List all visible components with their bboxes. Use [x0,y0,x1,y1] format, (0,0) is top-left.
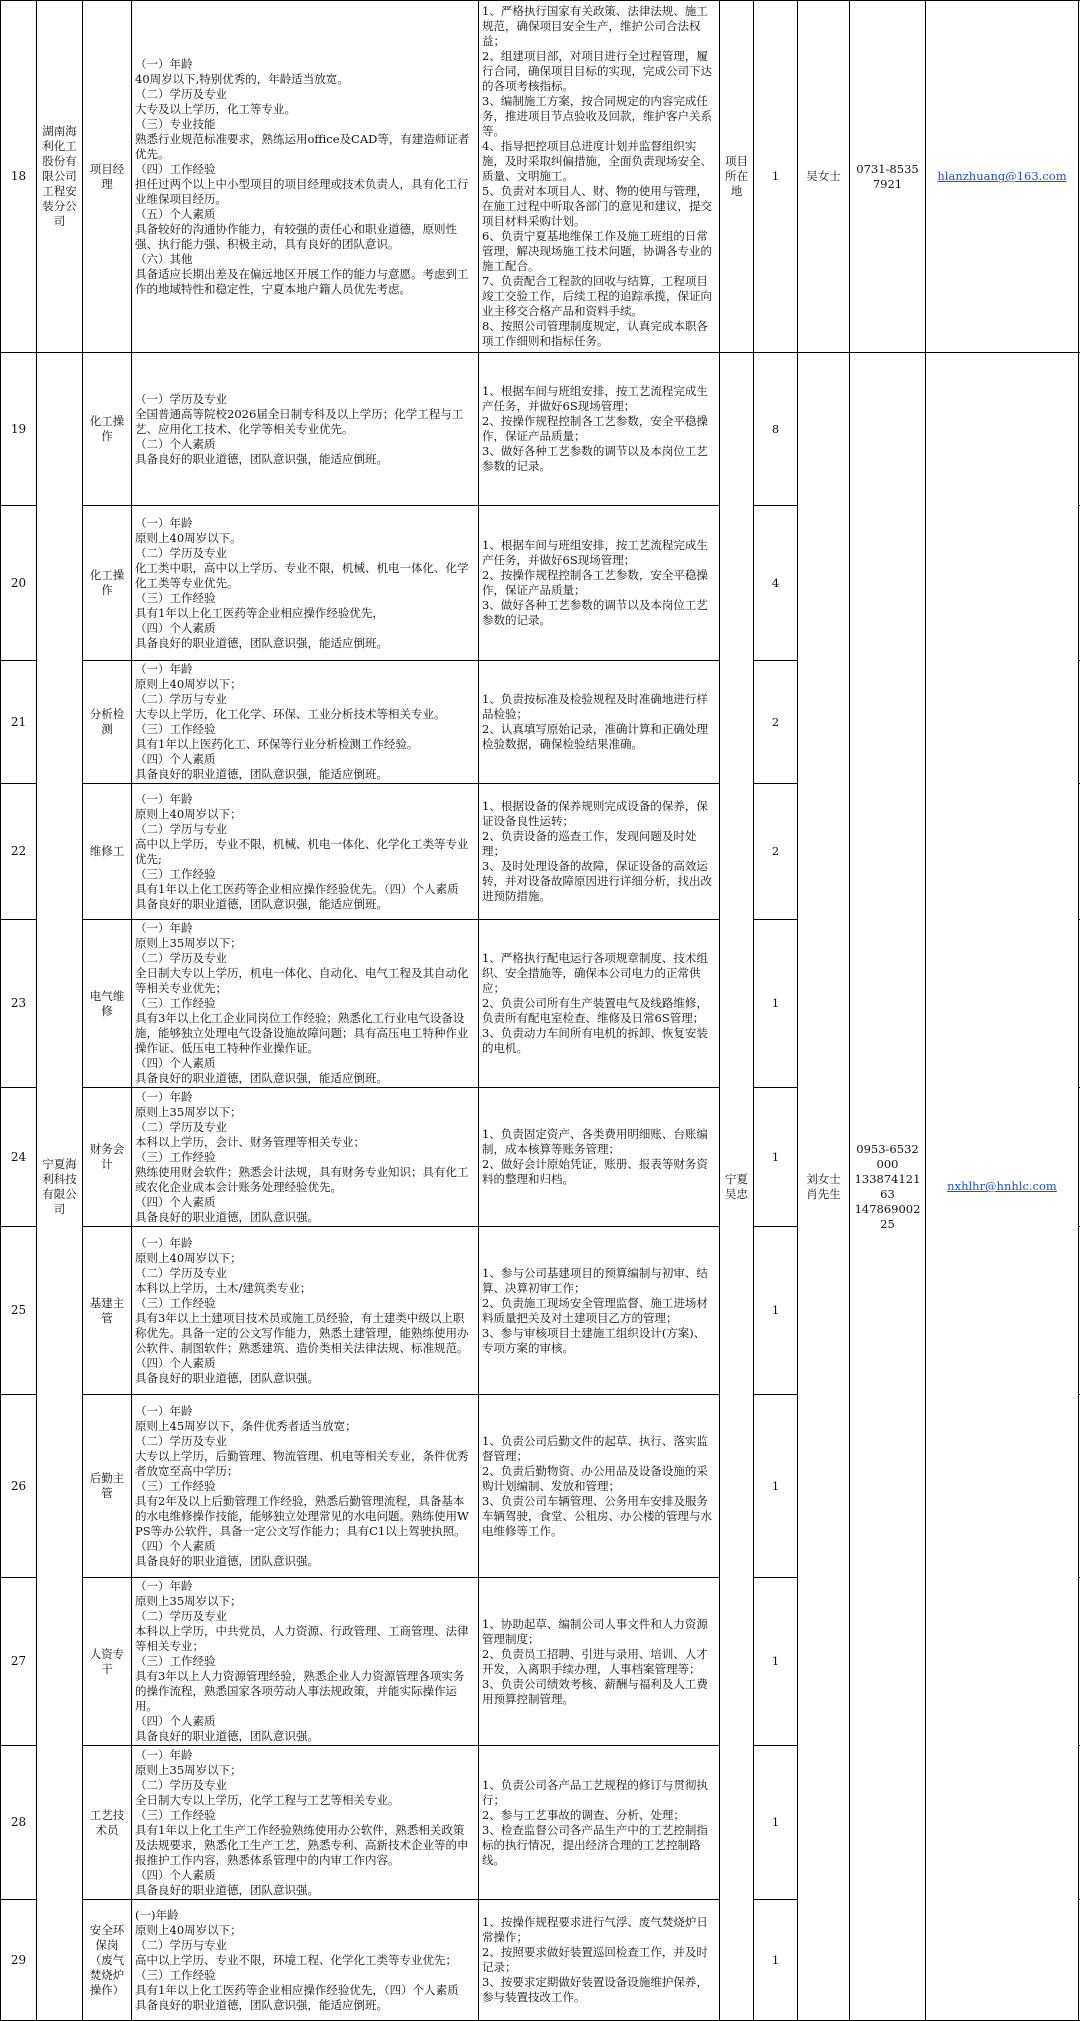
position-name: 电气维修 [83,920,132,1088]
position-duties: 1、按操作规程要求进行气浮、废气焚烧炉日常操作； 2、按照要求做好装置巡回检查工作，并及时记录； 3、按要求定期做好装置设备设施维护保养，参与装置技改工作。 [479,1900,720,2021]
position-duties: 1、负责固定资产、各类费用明细账、台账编制，成本核算等账务管理； 2、做好会计原始凭证，账册、报表等财务资料的整理和归档。 [479,1088,720,1227]
headcount: 1 [754,1395,798,1578]
row-number: 28 [1,1746,37,1900]
row-number: 29 [1,1900,37,2021]
position-name: 安全环保岗（废气焚烧炉操作） [83,1900,132,2021]
row-number: 20 [1,506,37,661]
position-duties: 1、严格执行国家有关政策、法律法规、施工规范，确保项目安全生产，维护公司合法权益； 2、组建项目部，对项目进行全过程管理，履行合同，确保项目目标的实现，完成公司下达的各项考核指标。 3、编制施工方案，按合同规定的内容完成任务，推进项目节点验收及回款，维护客户关系等。 4、指导把控项目总进度计划并监督组织实施，及时采取纠偏措施，全面负责现场安全、质量、文明施工。 5、负责对本项目人、财、物的使用与管理，在施工过程中听取各部门的意见和建议，提交项目材料采购计划。 6、负责宁夏基地维保工作及施工班组的日常管理，解决现场施工技术问题，协调各专业的施工配合。 7、负责配合工程款的回收与结算，工程项目竣工交验工作，后续工程的追踪承揽，保证向业主移交合格产品和资料手续。 8、按照公司管理制度规定，认真完成本职各项工作细则和指标任务。 [479,1,720,353]
position-name: 后勤主管 [83,1395,132,1578]
position-requirements: （一）学历及专业 全国普通高等院校2026届全日制专科及以上学历；化学工程与工艺、应用化工技术、化学等相关专业优先。 （二）个人素质 具备良好的职业道德，团队意识强，能适应倒班。 [132,353,479,506]
position-duties: 1、参与公司基建项目的预算编制与初审、结算、决算初审工作； 2、负责施工现场安全管理监督、施工进场材料质量把关及对土建项目乙方的管理； 3、参与审核项目土建施工组织设计(方案)、专项方案的审核。 [479,1227,720,1395]
row-number: 26 [1,1395,37,1578]
position-requirements: （一）年龄 原则上35周岁以下； （二）学历及专业 全日制大专以上学历，化学工程与工艺等相关专业。 （三）工作经验 具有1年以上化工生产工作经验熟练使用办公软件，熟悉相关政策及法规要求，熟悉化工生产工艺，熟悉专利、高新技术企业等的申报推护工作内容，熟悉体系管理中的内审工作内容。 （四）个人素质 具备良好的职业道德，团队意识强。 [132,1746,479,1900]
position-name: 维修工 [83,784,132,920]
position-duties: 1、负责公司各产品工艺规程的修订与贯彻执行； 2、参与工艺事故的调查、分析、处理； 3、检查监督公司各产品生产中的工艺控制指标的执行情况，提出经济合理的工艺控制路线。 [479,1746,720,1900]
position-requirements: （一）年龄 原则上40周岁以下； （二）学历与专业 高中以上学历，专业不限，机械、机电一体化、化学化工类等专业优先; （三）工作经验 具有1年以上化工医药等企业相应操作经验优先。（四）个人素质 具备良好的职业道德，团队意识强，能适应倒班。 [132,784,479,920]
headcount: 8 [754,353,798,506]
table-row [1,353,1080,506]
headcount: 1 [754,1746,798,1900]
position-requirements: （一）年龄 原则上45周岁以下，条件优秀者适当放宽； （二）学历及专业 大专以上学历，后勤管理、物流管理、机电等相关专业，条件优秀者放宽至高中学历； （三）工作经验 具有2年及以上后勤管理工作经验，熟悉后勤管理流程，具备基本的水电维修操作技能，能够独立处理常见的水电问题。熟练使用WPS等办公软件，具备一定公文写作能力；具有C1以上驾驶执照。 （四）个人素质 具备良好的职业道德，团队意识强。 [132,1395,479,1578]
work-location: 宁夏吴忠 [720,353,754,2021]
position-name: 化工操作 [83,353,132,506]
headcount: 1 [754,920,798,1088]
position-requirements: （一）年龄 原则上40周岁以下； （二）学历及专业 本科以上学历，土木/建筑类专业； （三）工作经验 具有3年以上土建项目技术员或施工员经验，有土建类中级以上职称优先。具备一定的公文写作能力，熟悉土建管理，能熟练使用办公软件、制图软件；熟悉建筑、造价类相关法律法规、标准规范。 （四）个人素质 具备良好的职业道德，团队意识强。 [132,1227,479,1395]
contact-phone: 0731-85357921 [850,1,926,353]
contact-email[interactable]: nxhlhr@hnhlc.com [926,353,1079,2021]
position-name: 财务会计 [83,1088,132,1227]
row-number: 22 [1,784,37,920]
company-name: 湖南海利化工股份有限公司工程安装分公司 [37,1,83,353]
position-requirements: (一)年龄 原则上40周岁以下； （二）学历与专业 高中以上学历、专业不限，环境工程、化学化工类等专业优先； （三）工作经验 具有1年以上化工医药等企业相应操作经验优先，（四）个人素质 具备良好的职业道德，团队意识强，能适应倒班。 [132,1900,479,2021]
headcount: 2 [754,784,798,920]
position-name: 分析检测 [83,661,132,784]
position-duties: 1、根据车间与班组安排，按工艺流程完成生产任务，并做好6S现场管理； 2、按操作规程控制各工艺参数，安全平稳操作，保证产品质量； 3、做好各种工艺参数的调节以及本岗位工艺参数的记录。 [479,353,720,506]
row-number: 25 [1,1227,37,1395]
position-requirements: （一）年龄 原则上35周岁以下； （二）学历及专业 本科以上学历，会计、财务管理等相关专业； （三）工作经验 熟练使用财会软件；熟悉会计法规，具有财务专业知识；具有化工或农化企业成本会计账务处理经验优先。 （四）个人素质 具备良好的职业道德，团队意识强。 [132,1088,479,1227]
headcount: 1 [754,1578,798,1746]
position-name: 基建主管 [83,1227,132,1395]
headcount: 2 [754,661,798,784]
company-name: 宁夏海利科技有限公司 [37,353,83,2021]
position-duties: 1、负责公司后勤文件的起草、执行、落实监督管理； 2、负责后勤物资、办公用品及设备设施的采购计划编制、发放和管理； 3、负责公司车辆管理、公务用车安排及服务车辆驾驶，食堂、公租房、办公楼的管理与水电维修等工作。 [479,1395,720,1578]
position-name: 人资专干 [83,1578,132,1746]
position-requirements: （一）年龄 原则上40周岁以下； （二）学历与专业 大专以上学历，化工化学、环保、工业分析技术等相关专业。 （三）工作经验 具有1年以上医药化工、环保等行业分析检测工作经验。 （四）个人素质 具备良好的职业道德，团队意识强，能适应倒班。 [132,661,479,784]
position-duties: 1、协助起草、编制公司人事文件和人力资源管理制度； 2、负责员工招聘、引进与录用、培训、人才开发，入离职手续办理，人事档案管理等； 3、负责公司绩效考核、薪酬与福利及人工费用预算控制管理。 [479,1578,720,1746]
row-number: 18 [1,1,37,353]
position-name: 化工操作 [83,506,132,661]
work-location: 项目所在地 [720,1,754,353]
contact-person: 吴女士 [798,1,850,353]
row-number: 24 [1,1088,37,1227]
position-duties: 1、严格执行配电运行各项规章制度、技术组织、安全措施等，确保本公司电力的正常供应； 2、负责公司所有生产装置电气及线路维修，负责所有配电室检查、维修及日常6S管理； 3、负责动力车间所有电机的拆卸、恢复安装的电机。 [479,920,720,1088]
table-row [1,1,1080,353]
row-number: 23 [1,920,37,1088]
headcount: 1 [754,1227,798,1395]
position-name: 工艺技术员 [83,1746,132,1900]
contact-email[interactable]: hlanzhuang@163.com [926,1,1079,353]
row-number: 19 [1,353,37,506]
position-duties: 1、负责按标准及检验规程及时准确地进行样品检验； 2、认真填写原始记录，准确计算和正确处理检验数据，确保检验结果准确。 [479,661,720,784]
row-number: 27 [1,1578,37,1746]
contact-person: 刘女士 肖先生 [798,353,850,2021]
position-duties: 1、根据设备的保养规则完成设备的保养，保证设备良性运转； 2、负责设备的巡查工作，发现问题及时处理； 3、及时处理设备的故障，保证设备的高效运转，并对设备故障原因进行详细分析，找出改进预防措施。 [479,784,720,920]
headcount: 1 [754,1,798,353]
headcount: 4 [754,506,798,661]
position-requirements: （一）年龄 原则上35周岁以下； （二）学历及专业 本科以上学历，中共党员，人力资源、行政管理、工商管理、法律等相关专业； （三）工作经验 具有3年以上人力资源管理经验，熟悉企业人力资源管理各项实务的操作流程，熟悉国家各项劳动人事法规政策，并能实际操作运用。 （四）个人素质 具备良好的职业道德，团队意识强。 [132,1578,479,1746]
position-name: 项目经理 [83,1,132,353]
contact-phone: 0953-6532000 13387412163 14786900225 [850,353,926,2021]
position-requirements: （一）年龄 原则上35周岁以下； （二）学历及专业 全日制大专以上学历，机电一体化、自动化、电气工程及其自动化等相关专业优先； （三）工作经验 具有3年以上化工企业同岗位工作经验；熟悉化工行业电气设备设施，能够独立处理电气设备设施故障问题；具有高压电工特种作业操作证、低压电工特种作业操作证。 （四）个人素质 具备良好的职业道德，团队意识强，能适应倒班。 [132,920,479,1088]
row-number: 21 [1,661,37,784]
headcount: 1 [754,1900,798,2021]
headcount: 1 [754,1088,798,1227]
position-duties: 1、根据车间与班组安排，按工艺流程完成生产任务，并做好6S现场管理； 2、按操作规程控制各工艺参数，安全平稳操作，保证产品质量； 3、做好各种工艺参数的调节以及本岗位工艺参数的记录。 [479,506,720,661]
position-requirements: （一）年龄 原则上40周岁以下。 （二）学历及专业 化工类中职，高中以上学历、专业不限，机械、机电一体化、化学化工类等专业优先。 （三）工作经验 具有1年以上化工医药等企业相应操作经验优先， （四）个人素质 具备良好的职业道德，团队意识强，能适应倒班。 [132,506,479,661]
position-requirements: （一）年龄 40周岁以下,特别优秀的，年龄适当放宽。 （二）学历及专业 大专及以上学历，化工等专业。 （三）专业技能 熟悉行业规范标准要求，熟练运用office及CAD等，有建造师证者优先。 （四）工作经验 担任过两个以上中小型项目的项目经理或技术负责人，具有化工行业维保项目经历。 （五）个人素质 具备较好的沟通协作能力，有较强的责任心和职业道德，原则性强、执行能力强、积极主动，具有良好的团队意识。 （六）其他 具备适应长期出差及在偏远地区开展工作的能力与意愿。考虑到工作的地域特性和稳定性，宁夏本地户籍人员优先考虑。 [132,1,479,353]
